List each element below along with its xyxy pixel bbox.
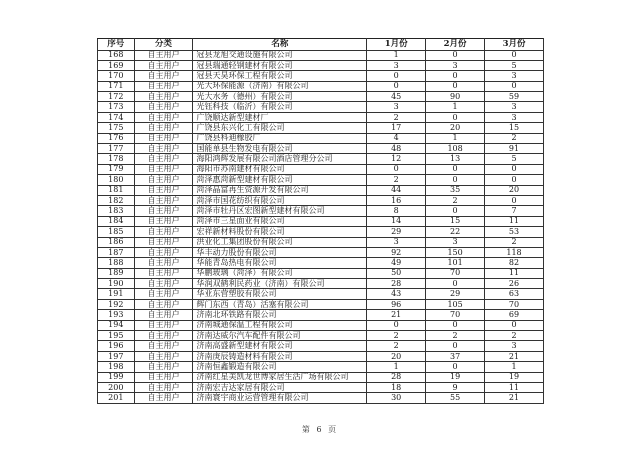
row-name: 华亚东营塑胶有限公司 <box>193 289 367 299</box>
row-month-1: 17 <box>367 123 426 133</box>
header-name: 名称 <box>193 39 367 51</box>
row-category: 自主用户 <box>134 247 193 257</box>
row-month-1: 2 <box>367 341 426 351</box>
row-month-2: 1 <box>426 102 485 112</box>
row-category: 自主用户 <box>134 81 193 91</box>
row-category: 自主用户 <box>134 144 193 154</box>
row-month-3: 69 <box>485 310 544 320</box>
row-id: 195 <box>98 331 135 341</box>
row-id: 178 <box>98 154 135 164</box>
row-id: 184 <box>98 216 135 226</box>
row-id: 189 <box>98 268 135 278</box>
row-month-1: 44 <box>367 185 426 195</box>
row-id: 171 <box>98 81 135 91</box>
row-name: 菏泽市国花纺织有限公司 <box>193 195 367 205</box>
row-month-1: 45 <box>367 92 426 102</box>
row-name: 菏泽惠菏新型建材有限公司 <box>193 175 367 185</box>
row-month-1: 0 <box>367 71 426 81</box>
row-id: 168 <box>98 50 135 60</box>
row-month-3: 11 <box>485 383 544 393</box>
row-month-2: 35 <box>426 185 485 195</box>
row-name: 济南城通保温工程有限公司 <box>193 320 367 330</box>
row-id: 187 <box>98 247 135 257</box>
row-month-3: 3 <box>485 71 544 81</box>
table-row <box>98 92 544 102</box>
row-month-2: 0 <box>426 164 485 174</box>
row-id: 201 <box>98 393 135 403</box>
row-month-1: 1 <box>367 362 426 372</box>
row-category: 自主用户 <box>134 92 193 102</box>
row-month-3: 5 <box>485 154 544 164</box>
row-id: 197 <box>98 351 135 361</box>
row-category: 自主用户 <box>134 383 193 393</box>
table-body <box>98 50 544 403</box>
row-name: 华润双鹤利民药业（济南）有限公司 <box>193 279 367 289</box>
table-row <box>98 341 544 351</box>
row-month-3: 11 <box>485 268 544 278</box>
row-month-1: 0 <box>367 81 426 91</box>
row-category: 自主用户 <box>134 341 193 351</box>
row-month-2: 3 <box>426 60 485 70</box>
row-month-2: 105 <box>426 299 485 309</box>
row-category: 自主用户 <box>134 206 193 216</box>
row-category: 自主用户 <box>134 102 193 112</box>
row-month-1: 21 <box>367 310 426 320</box>
row-name: 广饶县科迪橡胶厂 <box>193 133 367 143</box>
table-row <box>98 60 544 70</box>
row-id: 185 <box>98 227 135 237</box>
row-id: 181 <box>98 185 135 195</box>
row-month-1: 16 <box>367 195 426 205</box>
table-row <box>98 112 544 122</box>
table-row <box>98 227 544 237</box>
row-month-2: 15 <box>426 216 485 226</box>
row-month-2: 0 <box>426 320 485 330</box>
row-category: 自主用户 <box>134 216 193 226</box>
row-month-1: 48 <box>367 144 426 154</box>
row-id: 182 <box>98 195 135 205</box>
row-month-1: 8 <box>367 206 426 216</box>
row-name: 华丰动力股份有限公司 <box>193 247 367 257</box>
row-month-2: 3 <box>426 237 485 247</box>
row-month-3: 70 <box>485 299 544 309</box>
row-category: 自主用户 <box>134 351 193 361</box>
table-row <box>98 268 544 278</box>
row-id: 198 <box>98 362 135 372</box>
table-row <box>98 71 544 81</box>
table-row <box>98 351 544 361</box>
row-name: 国能单县生物发电有限公司 <box>193 144 367 154</box>
row-month-2: 2 <box>426 195 485 205</box>
row-name: 菏泽市三星面业有限公司 <box>193 216 367 226</box>
row-month-3: 3 <box>485 341 544 351</box>
table-row <box>98 237 544 247</box>
row-month-3: 82 <box>485 258 544 268</box>
header-month-3: 3月份 <box>485 39 544 51</box>
row-name: 冠县瑞通轻钢建材有限公司 <box>193 60 367 70</box>
row-month-1: 18 <box>367 383 426 393</box>
row-month-3: 0 <box>485 81 544 91</box>
row-name: 广饶县东兴化工有限公司 <box>193 123 367 133</box>
row-name: 广饶顺达新型建材厂 <box>193 112 367 122</box>
table-row <box>98 50 544 60</box>
row-month-3: 0 <box>485 195 544 205</box>
row-month-1: 50 <box>367 268 426 278</box>
row-month-3: 1 <box>485 362 544 372</box>
row-month-3: 0 <box>485 320 544 330</box>
row-category: 自主用户 <box>134 289 193 299</box>
header-category: 分类 <box>134 39 193 51</box>
row-category: 自主用户 <box>134 133 193 143</box>
table-row <box>98 362 544 372</box>
row-name: 光钰科技（临沂）有限公司 <box>193 102 367 112</box>
row-name: 济南红星美凯龙世博家居生活广场有限公司 <box>193 372 367 382</box>
row-category: 自主用户 <box>134 299 193 309</box>
table-row <box>98 206 544 216</box>
row-month-2: 0 <box>426 81 485 91</box>
row-month-2: 20 <box>426 123 485 133</box>
row-month-3: 3 <box>485 102 544 112</box>
row-month-2: 0 <box>426 50 485 60</box>
row-id: 200 <box>98 383 135 393</box>
row-category: 自主用户 <box>134 237 193 247</box>
header-id: 序号 <box>98 39 135 51</box>
row-month-1: 28 <box>367 279 426 289</box>
row-name: 海阳市苏南建材有限公司 <box>193 164 367 174</box>
row-month-2: 0 <box>426 71 485 81</box>
row-month-3: 2 <box>485 237 544 247</box>
table-row <box>98 331 544 341</box>
row-name: 济南高盛新型建材有限公司 <box>193 341 367 351</box>
row-id: 191 <box>98 289 135 299</box>
row-month-2: 0 <box>426 206 485 216</box>
row-category: 自主用户 <box>134 268 193 278</box>
row-name: 济南恒鑫锻造有限公司 <box>193 362 367 372</box>
table-row <box>98 383 544 393</box>
row-month-3: 11 <box>485 216 544 226</box>
row-month-3: 21 <box>485 351 544 361</box>
header-month-1: 1月份 <box>367 39 426 51</box>
row-month-1: 2 <box>367 175 426 185</box>
row-name: 光大水务（德州）有限公司 <box>193 92 367 102</box>
row-month-2: 19 <box>426 372 485 382</box>
row-category: 自主用户 <box>134 60 193 70</box>
row-id: 194 <box>98 320 135 330</box>
row-name: 济南庚辰铸造材料有限公司 <box>193 351 367 361</box>
row-month-2: 22 <box>426 227 485 237</box>
row-month-1: 96 <box>367 299 426 309</box>
row-id: 199 <box>98 372 135 382</box>
row-month-2: 0 <box>426 175 485 185</box>
row-name: 辉门东西（青岛）活塞有限公司 <box>193 299 367 309</box>
row-month-2: 9 <box>426 383 485 393</box>
row-month-1: 29 <box>367 227 426 237</box>
row-month-3: 118 <box>485 247 544 257</box>
row-month-3: 2 <box>485 133 544 143</box>
row-category: 自主用户 <box>134 393 193 403</box>
row-name: 海阳鸿辉发展有限公司酒店管理分公司 <box>193 154 367 164</box>
row-month-1: 3 <box>367 102 426 112</box>
row-category: 自主用户 <box>134 185 193 195</box>
row-id: 193 <box>98 310 135 320</box>
row-category: 自主用户 <box>134 331 193 341</box>
row-id: 190 <box>98 279 135 289</box>
row-month-1: 49 <box>367 258 426 268</box>
table-row <box>98 195 544 205</box>
row-category: 自主用户 <box>134 164 193 174</box>
row-month-1: 1 <box>367 50 426 60</box>
row-id: 169 <box>98 60 135 70</box>
row-name: 济南达威尔汽车配件有限公司 <box>193 331 367 341</box>
row-name: 济南宏吉达家居有限公司 <box>193 383 367 393</box>
row-month-1: 0 <box>367 320 426 330</box>
table-row <box>98 175 544 185</box>
row-name: 菏泽市牡丹区宏图新型建材有限公司 <box>193 206 367 216</box>
table-row <box>98 393 544 403</box>
row-name: 济南北环铁路有限公司 <box>193 310 367 320</box>
row-id: 180 <box>98 175 135 185</box>
row-id: 175 <box>98 123 135 133</box>
row-id: 170 <box>98 71 135 81</box>
row-category: 自主用户 <box>134 320 193 330</box>
row-name: 光大环保能源（济南）有限公司 <box>193 81 367 91</box>
row-month-1: 2 <box>367 331 426 341</box>
table-row <box>98 144 544 154</box>
row-category: 自主用户 <box>134 175 193 185</box>
row-month-1: 28 <box>367 372 426 382</box>
row-month-3: 19 <box>485 372 544 382</box>
row-id: 183 <box>98 206 135 216</box>
row-month-3: 0 <box>485 175 544 185</box>
row-month-3: 63 <box>485 289 544 299</box>
row-category: 自主用户 <box>134 227 193 237</box>
row-category: 自主用户 <box>134 50 193 60</box>
row-category: 自主用户 <box>134 154 193 164</box>
row-month-1: 2 <box>367 112 426 122</box>
table-row <box>98 258 544 268</box>
row-id: 173 <box>98 102 135 112</box>
row-month-2: 13 <box>426 154 485 164</box>
row-month-1: 3 <box>367 237 426 247</box>
row-id: 174 <box>98 112 135 122</box>
row-month-1: 0 <box>367 164 426 174</box>
row-month-2: 37 <box>426 351 485 361</box>
row-month-3: 0 <box>485 50 544 60</box>
row-month-2: 70 <box>426 310 485 320</box>
row-category: 自主用户 <box>134 279 193 289</box>
row-id: 196 <box>98 341 135 351</box>
row-month-1: 12 <box>367 154 426 164</box>
row-month-1: 4 <box>367 133 426 143</box>
row-category: 自主用户 <box>134 362 193 372</box>
row-month-1: 43 <box>367 289 426 299</box>
row-month-2: 2 <box>426 331 485 341</box>
data-table <box>97 38 544 404</box>
row-month-1: 20 <box>367 351 426 361</box>
row-month-3: 5 <box>485 60 544 70</box>
row-month-3: 2 <box>485 331 544 341</box>
row-month-3: 53 <box>485 227 544 237</box>
table-row <box>98 320 544 330</box>
table-row <box>98 133 544 143</box>
row-month-3: 59 <box>485 92 544 102</box>
row-month-2: 70 <box>426 268 485 278</box>
row-month-1: 92 <box>367 247 426 257</box>
row-month-2: 150 <box>426 247 485 257</box>
row-month-2: 1 <box>426 133 485 143</box>
row-category: 自主用户 <box>134 258 193 268</box>
row-month-2: 90 <box>426 92 485 102</box>
row-month-2: 29 <box>426 289 485 299</box>
row-name: 宏祥新材料股份有限公司 <box>193 227 367 237</box>
table-row <box>98 310 544 320</box>
row-category: 自主用户 <box>134 310 193 320</box>
row-month-2: 0 <box>426 341 485 351</box>
row-name: 冠县龙旭交通设施有限公司 <box>193 50 367 60</box>
row-month-3: 26 <box>485 279 544 289</box>
row-name: 菏泽晶富再生资源开发有限公司 <box>193 185 367 195</box>
page-number: 第 6 页 <box>301 425 339 434</box>
row-month-2: 0 <box>426 279 485 289</box>
row-name: 冠县天昊环保工程有限公司 <box>193 71 367 81</box>
table-row <box>98 123 544 133</box>
row-month-3: 0 <box>485 164 544 174</box>
row-category: 自主用户 <box>134 372 193 382</box>
row-id: 179 <box>98 164 135 174</box>
table-row <box>98 216 544 226</box>
row-month-3: 91 <box>485 144 544 154</box>
table-row <box>98 279 544 289</box>
table-row <box>98 81 544 91</box>
row-name: 华能青岛热电有限公司 <box>193 258 367 268</box>
table-row <box>98 372 544 382</box>
row-month-2: 0 <box>426 112 485 122</box>
row-month-3: 21 <box>485 393 544 403</box>
header-month-2: 2月份 <box>426 39 485 51</box>
row-id: 172 <box>98 92 135 102</box>
row-id: 188 <box>98 258 135 268</box>
table-row <box>98 289 544 299</box>
row-name: 济南寰宇商业运营管理有限公司 <box>193 393 367 403</box>
row-month-2: 0 <box>426 362 485 372</box>
row-id: 186 <box>98 237 135 247</box>
row-category: 自主用户 <box>134 112 193 122</box>
row-month-1: 3 <box>367 60 426 70</box>
row-month-3: 3 <box>485 112 544 122</box>
row-category: 自主用户 <box>134 195 193 205</box>
table-row <box>98 164 544 174</box>
table-row <box>98 185 544 195</box>
row-month-2: 101 <box>426 258 485 268</box>
table-header-row <box>98 39 544 51</box>
row-month-3: 20 <box>485 185 544 195</box>
row-id: 176 <box>98 133 135 143</box>
row-name: 洪业化工集团股份有限公司 <box>193 237 367 247</box>
table-row <box>98 299 544 309</box>
row-name: 华鹏玻璃（菏泽）有限公司 <box>193 268 367 278</box>
row-id: 192 <box>98 299 135 309</box>
row-month-1: 30 <box>367 393 426 403</box>
row-category: 自主用户 <box>134 123 193 133</box>
table-row <box>98 247 544 257</box>
table-row <box>98 154 544 164</box>
row-month-1: 14 <box>367 216 426 226</box>
row-month-3: 15 <box>485 123 544 133</box>
row-month-2: 108 <box>426 144 485 154</box>
row-category: 自主用户 <box>134 71 193 81</box>
row-month-2: 55 <box>426 393 485 403</box>
table-row <box>98 102 544 112</box>
row-id: 177 <box>98 144 135 154</box>
row-month-3: 7 <box>485 206 544 216</box>
